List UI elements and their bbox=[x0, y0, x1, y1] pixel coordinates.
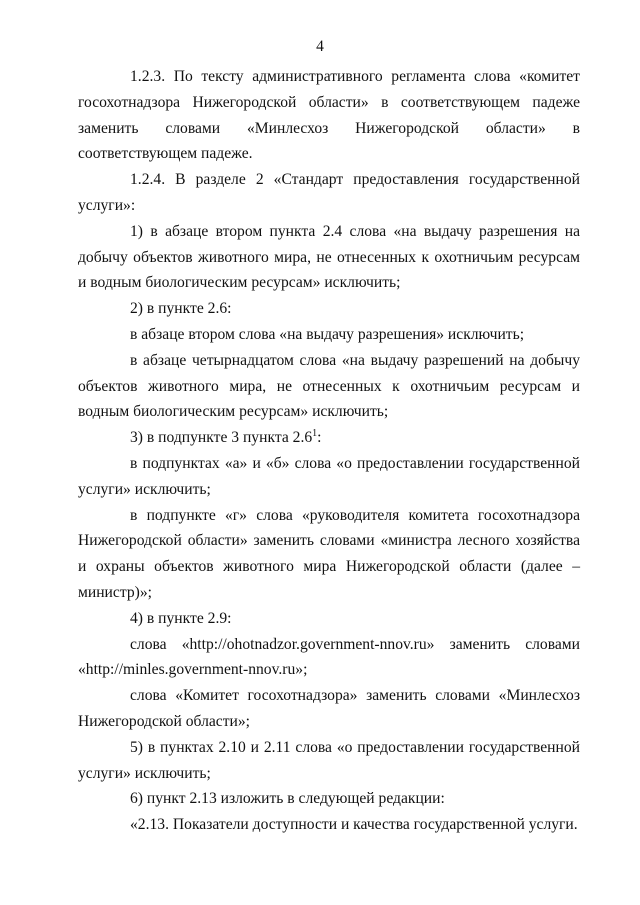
paragraph-item-3-a-b: в подпунктах «а» и «б» слова «о предоставлении государственной услуги» исключить; bbox=[78, 454, 580, 498]
paragraph-item-3-suffix: : bbox=[317, 429, 322, 447]
paragraph-1-2-3: 1.2.3. По тексту административного регламента слова «комитет госохотнадзора Нижегородской области» в соответствующем падеже заменить словами «Минлесхоз Нижегородской области» в соответствующем падеже. bbox=[78, 68, 580, 163]
paragraph-item-2-abzac-2: в абзаце втором слова «на выдачу разрешения» исключить; bbox=[130, 325, 525, 343]
paragraph-item-3-superscript: 1 bbox=[312, 427, 318, 439]
paragraph-item-4: 4) в пункте 2.9: bbox=[130, 609, 232, 627]
paragraph-item-6: 6) пункт 2.13 изложить в следующей редакции: bbox=[130, 790, 445, 808]
paragraph-item-3-text: 3) в подпункте 3 пункта 2.6 bbox=[130, 429, 313, 447]
paragraph-2-13: «2.13. Показатели доступности и качества государственной услуги. bbox=[130, 816, 578, 834]
paragraph-item-3 bbox=[78, 425, 580, 451]
page-number: 4 bbox=[316, 38, 324, 55]
paragraph-item-4-url: слова «http://ohotnadzor.government-nnov.ru» заменить словами «http://minles.government-nnov.ru»; bbox=[78, 635, 580, 679]
paragraph-item-5: 5) в пунктах 2.10 и 2.11 слова «о предоставлении государственной услуги» исключить; bbox=[78, 738, 580, 782]
paragraph-item-1: 1) в абзаце втором пункта 2.4 слова «на выдачу разрешения на добычу объектов животного мира, не отнесенных к охотничьим ресурсам и водным биологическим ресурсам» исключить; bbox=[78, 222, 580, 292]
paragraph-item-2-abzac-14: в абзаце четырнадцатом слова «на выдачу разрешений на добычу объектов животного мира, не отнесенных к охотничьим ресурсам и водным биологическим ресурсам» исключить; bbox=[78, 351, 580, 421]
document-body bbox=[78, 64, 580, 838]
paragraph-item-2: 2) в пункте 2.6: bbox=[130, 300, 232, 318]
paragraph-item-3-g: в подпункте «г» слова «руководителя комитета госохотнадзора Нижегородской области» заменить словами «министра лесного хозяйства и охраны объектов животного мира Нижегородской области (далее – министр)»; bbox=[78, 506, 580, 601]
paragraph-item-4-name: слова «Комитет госохотнадзора» заменить словами «Минлесхоз Нижегородской области»; bbox=[78, 687, 580, 730]
paragraph-1-2-4: 1.2.4. В разделе 2 «Стандарт предоставления государственной услуги»: bbox=[78, 171, 580, 214]
